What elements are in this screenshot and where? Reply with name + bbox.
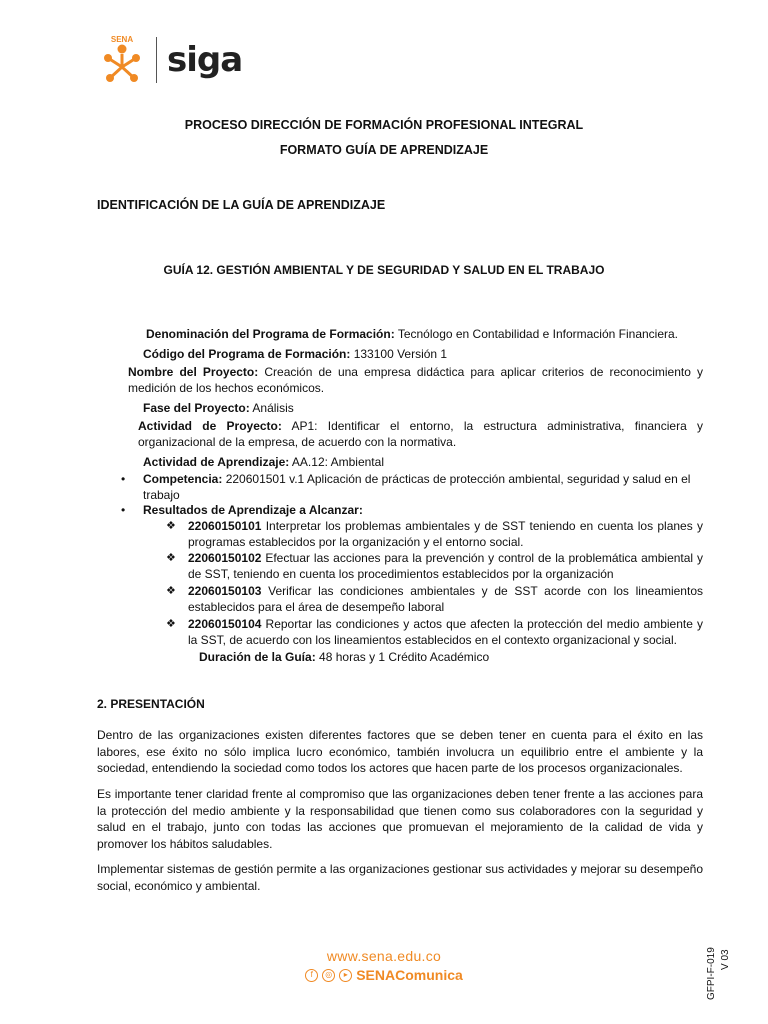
diamond-bullet-icon: ❖ xyxy=(166,585,176,597)
instagram-icon: ◎ xyxy=(322,969,335,982)
presentation-paragraph-1: Dentro de las organizaciones existen diferentes factores que se deben tener en cuenta para el éxito en las labores, ese éxito no sólo implica lucro económico, también involucra un equilibrio entre el ambiente y la sociedad, entendiendo la sociedad como todos los actores que hacen parte de los procesos organizacionales. xyxy=(97,728,703,775)
duration-label: Duración de la Guía: xyxy=(199,650,316,664)
learning-activity-value: AA.12: Ambiental xyxy=(289,455,384,469)
result-code: 22060150101 xyxy=(188,519,262,533)
diamond-bullet-icon: ❖ xyxy=(166,520,176,532)
project-value: Creación de una empresa didáctica para aplicar criterios de reconocimiento y medición de los hechos económicos. xyxy=(128,365,703,395)
result-code: 22060150103 xyxy=(188,584,262,598)
result-text: Reportar las condiciones y actos que afecten la protección del medio ambiente y la SST, de acuerdo con los lineamientos establecidos en el contexto organizacional y social. xyxy=(188,617,703,647)
presentation-title: 2. PRESENTACIÓN xyxy=(97,697,205,711)
dot-bullet-icon: • xyxy=(121,472,126,486)
result-item xyxy=(188,616,703,648)
code-label: Código del Programa de Formación: xyxy=(143,347,351,361)
dot-bullet-icon: • xyxy=(121,503,126,517)
project-item xyxy=(128,364,703,396)
result-item xyxy=(188,583,703,615)
result-item xyxy=(188,518,703,550)
phase-label: Fase del Proyecto: xyxy=(143,401,250,415)
results-label: Resultados de Aprendizaje a Alcanzar: xyxy=(143,503,363,517)
presentation-paragraph-2: Es importante tener claridad frente al compromiso que las organizaciones deben tener frente a las acciones para la protección del medio ambiente y la responsabilidad que tienen como sus colaboradores con la seguridad y salud en el trabajo, junto con todas las acciones que promuevan el mejoramiento de la calidad de vida y promover los hábitos saludables. xyxy=(97,787,703,851)
guide-title: GUÍA 12. GESTIÓN AMBIENTAL Y DE SEGURIDAD Y SALUD EN EL TRABAJO xyxy=(163,263,605,277)
sena-logo-text: SENA xyxy=(110,35,134,44)
phase-item xyxy=(143,400,703,416)
result-item xyxy=(188,550,703,582)
footer-url: www.sena.edu.co xyxy=(326,948,442,964)
result-code: 22060150104 xyxy=(188,617,262,631)
project-label: Nombre del Proyecto: xyxy=(128,365,259,379)
youtube-icon: ▸ xyxy=(339,969,352,982)
result-text: Efectuar las acciones para la prevención y control de la problemática ambiental y de SST, teniendo en cuenta los procedimientos establecidos por la organización xyxy=(188,551,703,581)
document-code-line2: V 03 xyxy=(720,949,731,970)
logo-divider xyxy=(156,37,157,83)
footer-social-handle: SENAComunica xyxy=(356,967,463,983)
competence-value: 220601501 v.1 Aplicación de prácticas de protección ambiental, seguridad y salud en el trabajo xyxy=(143,472,691,502)
diamond-bullet-icon: ❖ xyxy=(166,618,176,630)
header-logos xyxy=(96,32,242,88)
program-value: Tecnólogo en Contabilidad e Información Financiera. xyxy=(394,327,679,341)
project-activity-label: Actividad de Proyecto: xyxy=(138,419,282,433)
document-code xyxy=(706,930,746,1000)
presentation-paragraph-3: Implementar sistemas de gestión permite a las organizaciones gestionar sus actividades y mejorar su desempeño social, económico y ambiental. xyxy=(97,862,703,893)
program-item xyxy=(146,326,706,342)
document-code-line1: GFPI-F-019 xyxy=(706,947,717,1000)
learning-activity-item xyxy=(143,454,703,470)
facebook-icon: f xyxy=(305,969,318,982)
duration-item xyxy=(199,649,699,665)
diamond-bullet-icon: ❖ xyxy=(166,552,176,564)
siga-logo: siga xyxy=(167,40,243,80)
sena-logo xyxy=(96,34,148,86)
duration-value: 48 horas y 1 Crédito Académico xyxy=(315,650,490,664)
code-item xyxy=(143,346,703,362)
program-label: Denominación del Programa de Formación: xyxy=(146,327,395,341)
learning-activity-label: Actividad de Aprendizaje: xyxy=(143,455,290,469)
footer-social xyxy=(0,967,768,983)
format-title: FORMATO GUÍA DE APRENDIZAJE xyxy=(279,143,489,157)
phase-value: Análisis xyxy=(249,401,294,415)
project-activity-value: AP1: Identificar el entorno, la estructura administrativa, financiera y organizacional de la empresa, de acuerdo con la normativa. xyxy=(138,419,703,449)
code-value: 133100 Versión 1 xyxy=(350,347,448,361)
project-activity-item xyxy=(138,418,703,450)
competence-label: Competencia: xyxy=(143,472,223,486)
result-text: Interpretar los problemas ambientales y de SST teniendo en cuenta los planes y programas establecidos por la organización y el entorno social. xyxy=(188,519,703,549)
process-title: PROCESO DIRECCIÓN DE FORMACIÓN PROFESIONAL INTEGRAL xyxy=(184,118,584,132)
result-text: Verificar las condiciones ambientales y de SST acorde con los lineamientos establecidos para el área de desempeño laboral xyxy=(188,584,703,614)
identification-title: IDENTIFICACIÓN DE LA GUÍA DE APRENDIZAJE xyxy=(97,198,386,212)
result-code: 22060150102 xyxy=(188,551,262,565)
competence-item xyxy=(143,471,703,503)
